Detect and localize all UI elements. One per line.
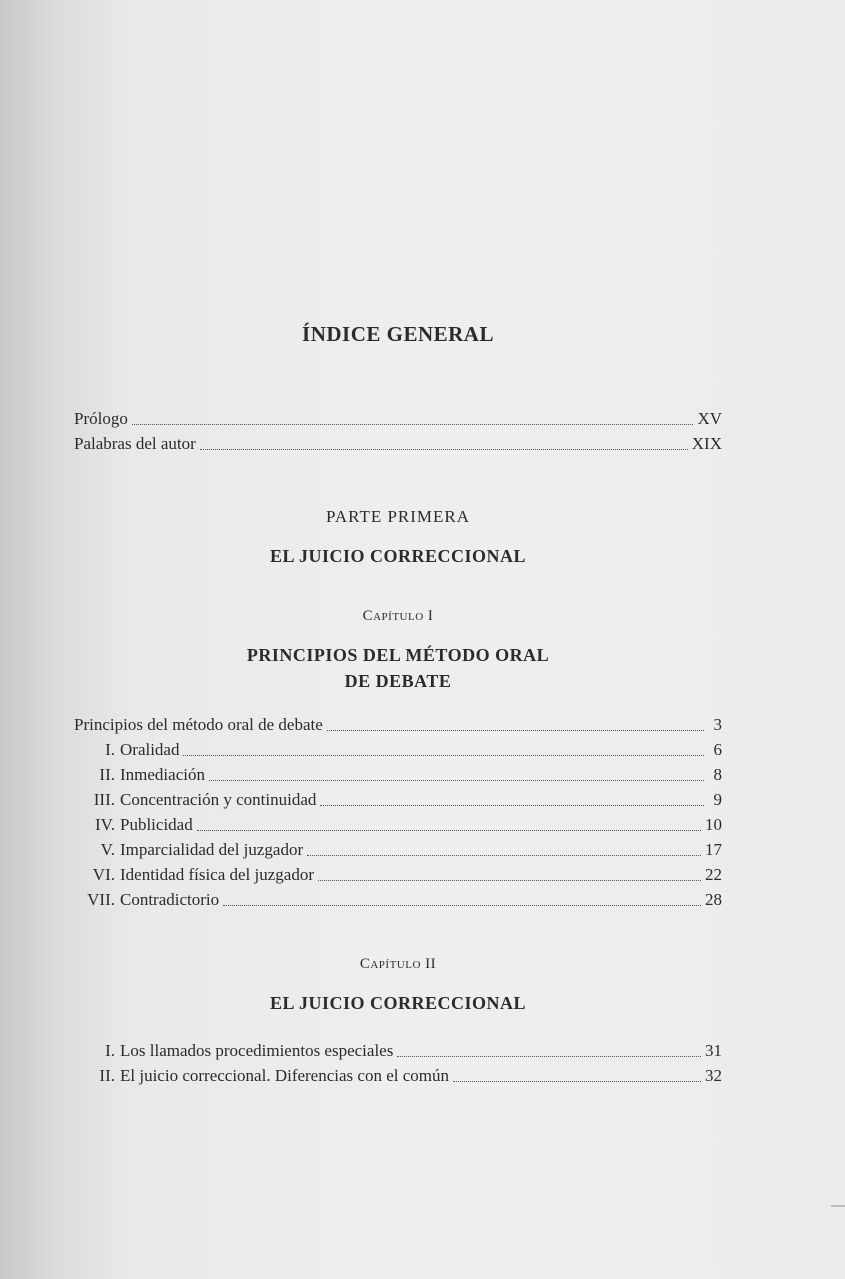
part-title: EL JUICIO CORRECCIONAL [269,546,527,566]
toc-entry-label: El juicio correccional. Diferencias con el común [120,1066,449,1085]
chapter-label: CAPÍTULO II [359,956,437,972]
toc-entry [74,812,722,836]
toc-entry [74,787,722,811]
leader-dots [197,830,701,831]
toc-entry-page: 10 [705,815,722,834]
toc-entry-page: 6 [713,740,722,759]
toc-entry-prologo [74,406,722,430]
toc-entry-page: 28 [705,890,722,909]
toc-entry-label: Concentración y continuidad [120,790,317,809]
toc-entry-page: 31 [705,1041,722,1060]
toc-entry-page: XIX [691,434,722,453]
leader-dots [453,1081,701,1082]
toc-entry-label: Oralidad [120,740,180,759]
leader-dots [132,424,694,425]
leader-dots [209,780,704,781]
bleed-through-text [320,86,324,106]
toc-entry-number: II. [99,765,115,784]
toc-entry-number: VI. [92,865,115,884]
leader-dots [397,1056,701,1057]
toc-entry-number: I. [105,740,115,759]
toc-entry-number: VII. [87,890,115,909]
toc-entry-page: 3 [713,715,722,734]
toc-entry [74,887,722,911]
toc-entry-label: Imparcialidad del juzgador [120,840,304,859]
toc-entry [74,862,722,886]
toc-entry [74,762,722,786]
toc-entry-page: 22 [705,865,722,884]
toc-entry [74,737,722,761]
toc-entry-page: 32 [705,1066,722,1085]
toc-entry [74,1063,722,1087]
toc-entry [74,1038,722,1062]
toc-entry-label: Identidad física del juzgador [120,865,315,884]
toc-entry-label: Los llamados procedimientos especiales [120,1041,394,1060]
toc-entry [74,712,722,736]
toc-entry-label: Publicidad [120,815,193,834]
chapter-label: CAPÍTULO I [362,608,434,624]
toc-entry-label: Principios del método oral de debate [74,715,323,734]
toc-entry-label: Palabras del autor [74,434,196,453]
chapter-title: PRINCIPIOS DEL MÉTODO ORAL DE DEBATE [246,645,550,691]
leader-dots [318,880,701,881]
toc-entry-page: 17 [705,840,722,859]
toc-entry-page: XV [697,409,722,428]
toc-entry-label: Prólogo [74,409,128,428]
leader-dots [320,805,704,806]
leader-dots [307,855,701,856]
toc-entry-number: III. [93,790,115,809]
toc-entry [74,837,722,861]
page-title: ÍNDICE GENERAL [302,322,494,346]
toc-entry-palabras [74,431,722,455]
toc-entry-page: 8 [713,765,722,784]
leader-dots [200,449,688,450]
part-label: PARTE PRIMERA [325,507,471,526]
toc-entry-number: IV. [95,815,115,834]
leader-dots [183,755,704,756]
toc-entry-label: Contradictorio [120,890,220,909]
toc-entry-page: 9 [713,790,722,809]
toc-entry-label: Inmediación [120,765,205,784]
toc-entry-number: V. [100,840,115,859]
toc-entry-number: II. [99,1066,115,1085]
leader-dots [327,730,704,731]
toc-entry-number: I. [105,1041,115,1060]
chapter-title: EL JUICIO CORRECCIONAL [269,993,527,1013]
leader-dots [223,905,701,906]
page-edge-mark [831,1205,845,1207]
